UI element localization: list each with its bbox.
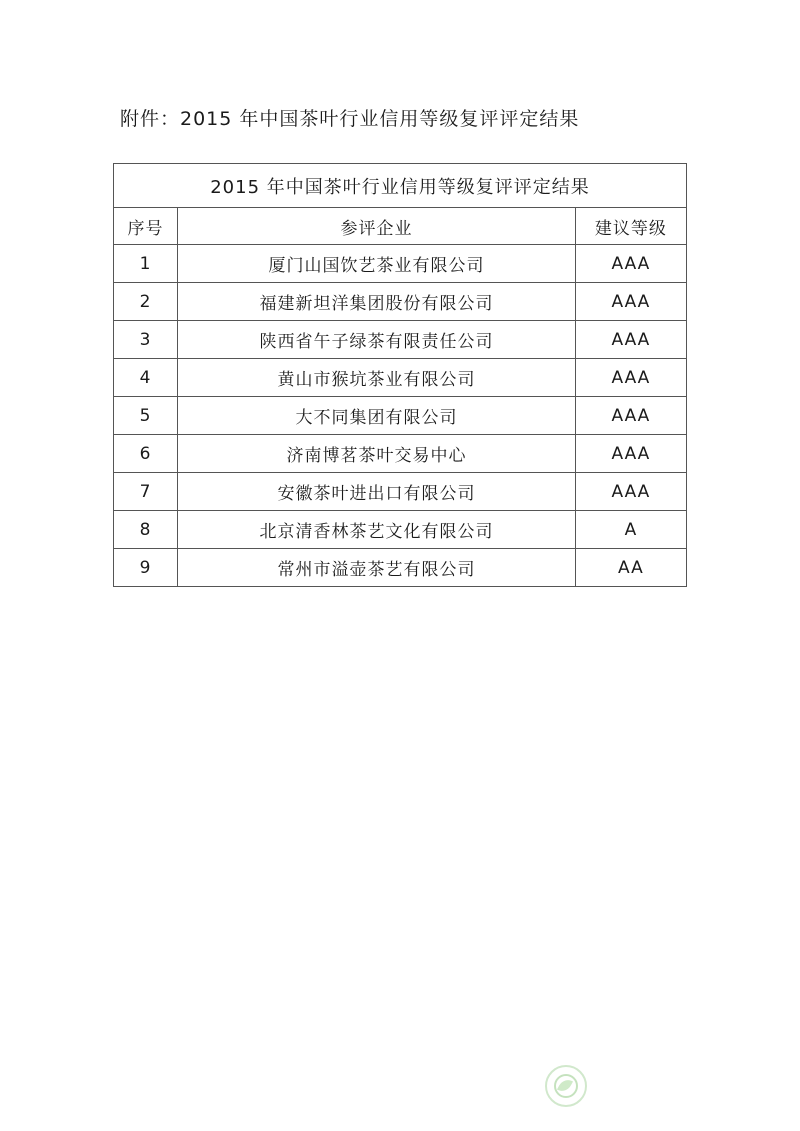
row-grade: AAA <box>575 397 686 435</box>
table-row <box>114 397 687 435</box>
row-company: 安徽茶叶进出口有限公司 <box>178 473 576 511</box>
row-company: 陕西省午子绿茶有限责任公司 <box>178 321 576 359</box>
row-grade: AAA <box>575 245 686 283</box>
table-row <box>114 549 687 587</box>
row-company: 济南博茗茶叶交易中心 <box>178 435 576 473</box>
row-grade: AAA <box>575 283 686 321</box>
table-caption-row <box>114 164 687 208</box>
leaf-seal-icon <box>545 1065 587 1107</box>
table-row <box>114 321 687 359</box>
attachment-title: 附件：2015 年中国茶叶行业信用等级复评评定结果 <box>120 108 580 130</box>
row-grade: AAA <box>575 359 686 397</box>
row-company: 常州市溢壶茶艺有限公司 <box>178 549 576 587</box>
row-grade: AAA <box>575 321 686 359</box>
table-caption: 2015 年中国茶叶行业信用等级复评评定结果 <box>114 164 687 208</box>
row-no: 3 <box>114 321 178 359</box>
results-table <box>113 163 687 587</box>
row-no: 6 <box>114 435 178 473</box>
row-no: 4 <box>114 359 178 397</box>
row-no: 7 <box>114 473 178 511</box>
row-company: 福建新坦洋集团股份有限公司 <box>178 283 576 321</box>
header-grade: 建议等级 <box>575 208 686 245</box>
table-row <box>114 511 687 549</box>
row-company: 厦门山国饮艺茶业有限公司 <box>178 245 576 283</box>
table-row <box>114 245 687 283</box>
row-grade: AAA <box>575 473 686 511</box>
row-grade: AAA <box>575 435 686 473</box>
row-no: 1 <box>114 245 178 283</box>
row-company: 北京清香林茶艺文化有限公司 <box>178 511 576 549</box>
row-grade: A <box>575 511 686 549</box>
row-no: 8 <box>114 511 178 549</box>
table-header-row <box>114 208 687 245</box>
row-grade: AA <box>575 549 686 587</box>
table-row <box>114 435 687 473</box>
header-no: 序号 <box>114 208 178 245</box>
header-company: 参评企业 <box>178 208 576 245</box>
row-company: 黄山市猴坑茶业有限公司 <box>178 359 576 397</box>
row-company: 大不同集团有限公司 <box>178 397 576 435</box>
row-no: 5 <box>114 397 178 435</box>
row-no: 9 <box>114 549 178 587</box>
table-row <box>114 283 687 321</box>
table-row <box>114 359 687 397</box>
table-row <box>114 473 687 511</box>
row-no: 2 <box>114 283 178 321</box>
